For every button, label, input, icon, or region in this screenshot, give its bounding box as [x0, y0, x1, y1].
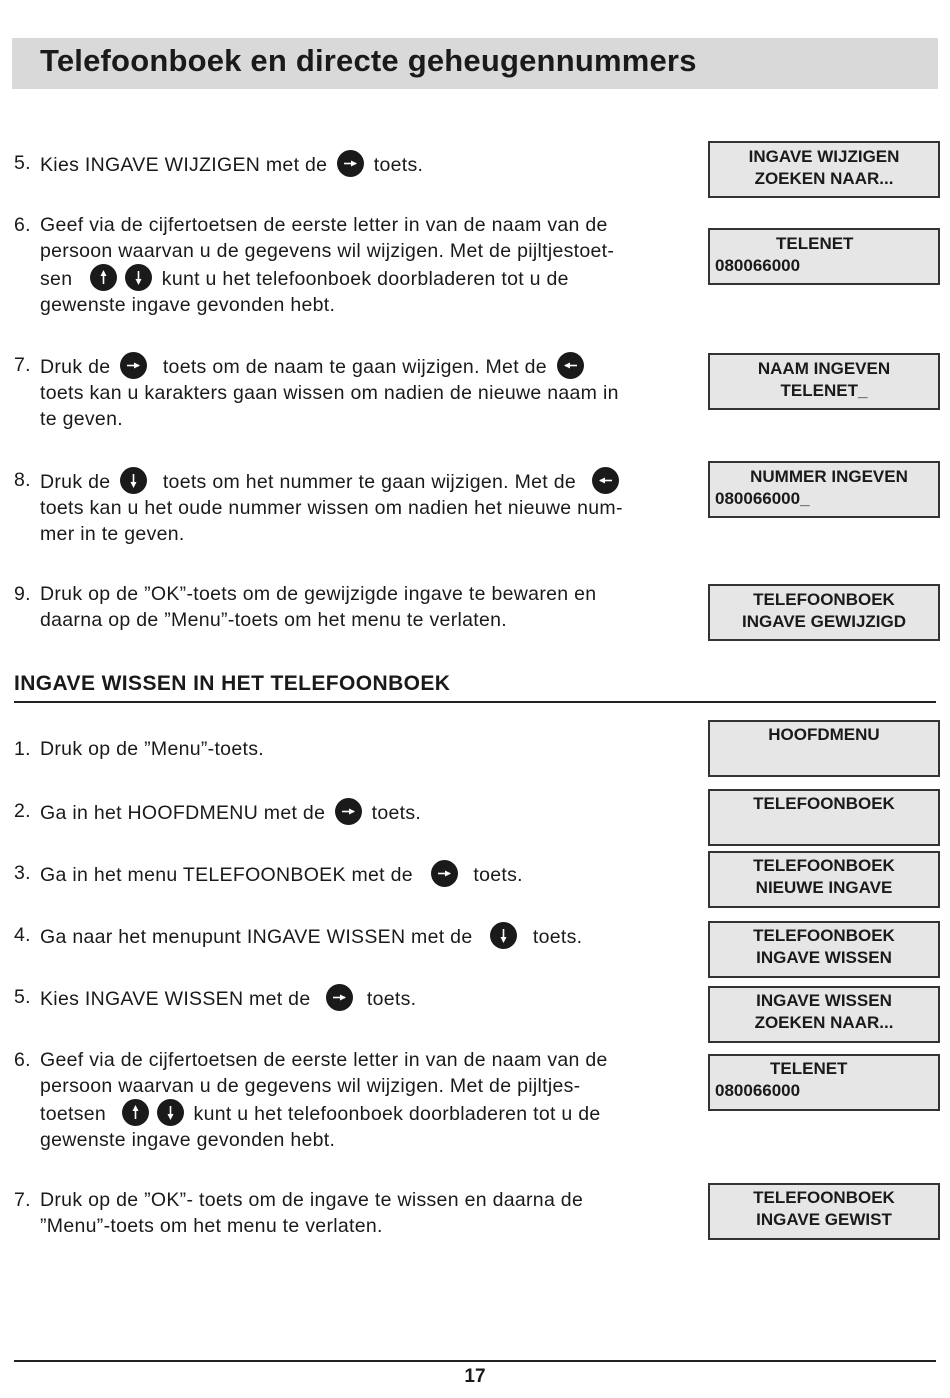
step-text: toets. — [371, 802, 422, 824]
step-delete-1 — [14, 736, 684, 762]
lcd-line: TELEFOONBOEK — [753, 1188, 895, 1207]
lcd-line: TELEFOONBOEK — [753, 856, 895, 875]
lcd-line: INGAVE GEWIST — [756, 1210, 892, 1229]
step-text: Kies INGAVE WIJZIGEN met de — [40, 154, 328, 176]
arrow-down-key-icon — [490, 922, 517, 949]
lcd-display — [708, 228, 940, 285]
arrow-left-key-icon — [592, 467, 619, 494]
lcd-line: TELEFOONBOEK — [753, 590, 895, 609]
lcd-display — [708, 461, 940, 518]
step-number: 4. — [14, 924, 31, 946]
step-text: Ga naar het menupunt INGAVE WISSEN met de — [40, 926, 473, 948]
step-text: toets kan u het oude nummer wissen om nadien het nieuwe num- — [40, 497, 623, 519]
step-text: Ga in het HOOFDMENU met de — [40, 802, 326, 824]
step-number: 3. — [14, 862, 31, 884]
step-number: 6. — [14, 214, 31, 236]
step-delete-2 — [14, 798, 684, 826]
lcd-display — [708, 851, 940, 908]
step-text: daarna op de ”Menu”-toets om het menu te verlaten. — [40, 609, 508, 631]
step-text: Ga in het menu TELEFOONBOEK met de — [40, 864, 413, 886]
step-text: toets. — [366, 988, 417, 1010]
lcd-line: ZOEKEN NAAR... — [754, 1013, 894, 1032]
section-divider — [14, 701, 936, 703]
lcd-display — [708, 986, 940, 1043]
lcd-line: NUMMER INGEVEN — [750, 467, 908, 486]
arrow-up-key-icon — [90, 264, 117, 291]
lcd-display — [708, 353, 940, 410]
step-delete-4 — [14, 922, 684, 950]
section-heading: INGAVE WISSEN IN HET TELEFOONBOEK — [14, 672, 451, 695]
title-bar — [12, 38, 938, 89]
lcd-line: TELENET_ — [780, 381, 868, 400]
step-text: persoon waarvan u de gegevens wil wijzigen. Met de pijltjestoet- — [40, 240, 615, 262]
lcd-display — [708, 720, 940, 777]
step-text: kunt u het telefoonboek doorbladeren tot u de — [161, 268, 569, 290]
lcd-display — [708, 1054, 940, 1111]
step-text: Geef via de cijfertoetsen de eerste letter in van de naam van de — [40, 214, 608, 236]
lcd-line: INGAVE WISSEN — [756, 948, 892, 967]
lcd-display — [708, 1183, 940, 1240]
lcd-line: TELENET — [776, 234, 854, 253]
step-text: sen — [40, 268, 73, 290]
lcd-line: TELEFOONBOEK — [753, 794, 895, 813]
step-delete-6 — [14, 1047, 684, 1153]
step-delete-3 — [14, 860, 684, 888]
step-number: 2. — [14, 800, 31, 822]
step-text: toets om het nummer te gaan wijzigen. Met de — [162, 471, 576, 493]
page-title: Telefoonboek en directe geheugennummers — [40, 43, 697, 78]
lcd-line: 080066000_ — [715, 489, 810, 508]
step-edit-6 — [14, 212, 684, 318]
arrow-left-key-icon — [557, 352, 584, 379]
step-number: 8. — [14, 469, 31, 491]
step-edit-8 — [14, 467, 684, 547]
lcd-line: NAAM INGEVEN — [757, 359, 891, 378]
step-delete-7 — [14, 1187, 684, 1239]
step-text: toetsen — [40, 1103, 107, 1125]
step-text: kunt u het telefoonboek doorbladeren tot u de — [193, 1103, 601, 1125]
step-text: toets om de naam te gaan wijzigen. Met de — [162, 356, 547, 378]
lcd-line: NIEUWE INGAVE — [755, 878, 893, 897]
step-text: Druk de — [40, 471, 111, 493]
lcd-line: TELEFOONBOEK — [753, 926, 895, 945]
footer-divider — [14, 1360, 936, 1362]
arrow-right-key-icon — [335, 798, 362, 825]
step-text: persoon waarvan u de gegevens wil wijzigen. Met de pijltjes- — [40, 1075, 581, 1097]
lcd-line: INGAVE WISSEN — [756, 991, 892, 1010]
lcd-display — [708, 789, 940, 846]
lcd-line: HOOFDMENU — [768, 725, 880, 744]
arrow-up-key-icon — [122, 1099, 149, 1126]
arrow-down-key-icon — [120, 467, 147, 494]
step-number: 5. — [14, 152, 31, 174]
step-text: te geven. — [40, 408, 123, 430]
arrow-right-key-icon — [326, 984, 353, 1011]
step-number: 1. — [14, 738, 31, 760]
lcd-line: 080066000 — [715, 1081, 801, 1100]
step-text: toets. — [373, 154, 424, 176]
page-number: 17 — [464, 1366, 486, 1387]
step-text: mer in te geven. — [40, 523, 185, 545]
step-text: toets. — [473, 864, 523, 886]
step-number: 6. — [14, 1049, 31, 1071]
lcd-display — [708, 141, 940, 198]
step-number: 7. — [14, 1189, 31, 1211]
step-number: 5. — [14, 986, 31, 1008]
lcd-line: TELENET — [770, 1059, 848, 1078]
step-text: gewenste ingave gevonden hebt. — [40, 294, 336, 316]
lcd-display — [708, 584, 940, 641]
step-text: Druk op de ”OK”- toets om de ingave te wissen en daarna de — [40, 1189, 584, 1211]
step-text: Druk op de ”Menu”-toets. — [40, 738, 264, 760]
step-text: Druk de — [40, 356, 111, 378]
step-text: Kies INGAVE WISSEN met de — [40, 988, 311, 1010]
step-text: Geef via de cijfertoetsen de eerste letter in van de naam van de — [40, 1049, 608, 1071]
step-number: 7. — [14, 354, 31, 376]
step-text: toets. — [532, 926, 583, 948]
step-text: ”Menu”-toets om het menu te verlaten. — [40, 1215, 383, 1237]
step-delete-5 — [14, 984, 684, 1012]
step-text: Druk op de ”OK”-toets om de gewijzigde ingave te bewaren en — [40, 583, 597, 605]
lcd-line: 080066000 — [715, 256, 801, 275]
lcd-display — [708, 921, 940, 978]
step-text: gewenste ingave gevonden hebt. — [40, 1129, 336, 1151]
step-text: toets kan u karakters gaan wissen om nadien de nieuwe naam in — [40, 382, 619, 404]
arrow-down-key-icon — [125, 264, 152, 291]
step-edit-5 — [14, 150, 684, 178]
arrow-right-key-icon — [337, 150, 364, 177]
lcd-line: ZOEKEN NAAR... — [754, 169, 894, 188]
arrow-down-key-icon — [157, 1099, 184, 1126]
lcd-line: INGAVE WIJZIGEN — [748, 147, 900, 166]
step-number: 9. — [14, 583, 31, 605]
step-edit-7 — [14, 352, 684, 432]
arrow-right-key-icon — [431, 860, 458, 887]
step-edit-9 — [14, 581, 684, 633]
lcd-line: INGAVE GEWIJZIGD — [741, 612, 907, 631]
arrow-right-key-icon — [120, 352, 147, 379]
